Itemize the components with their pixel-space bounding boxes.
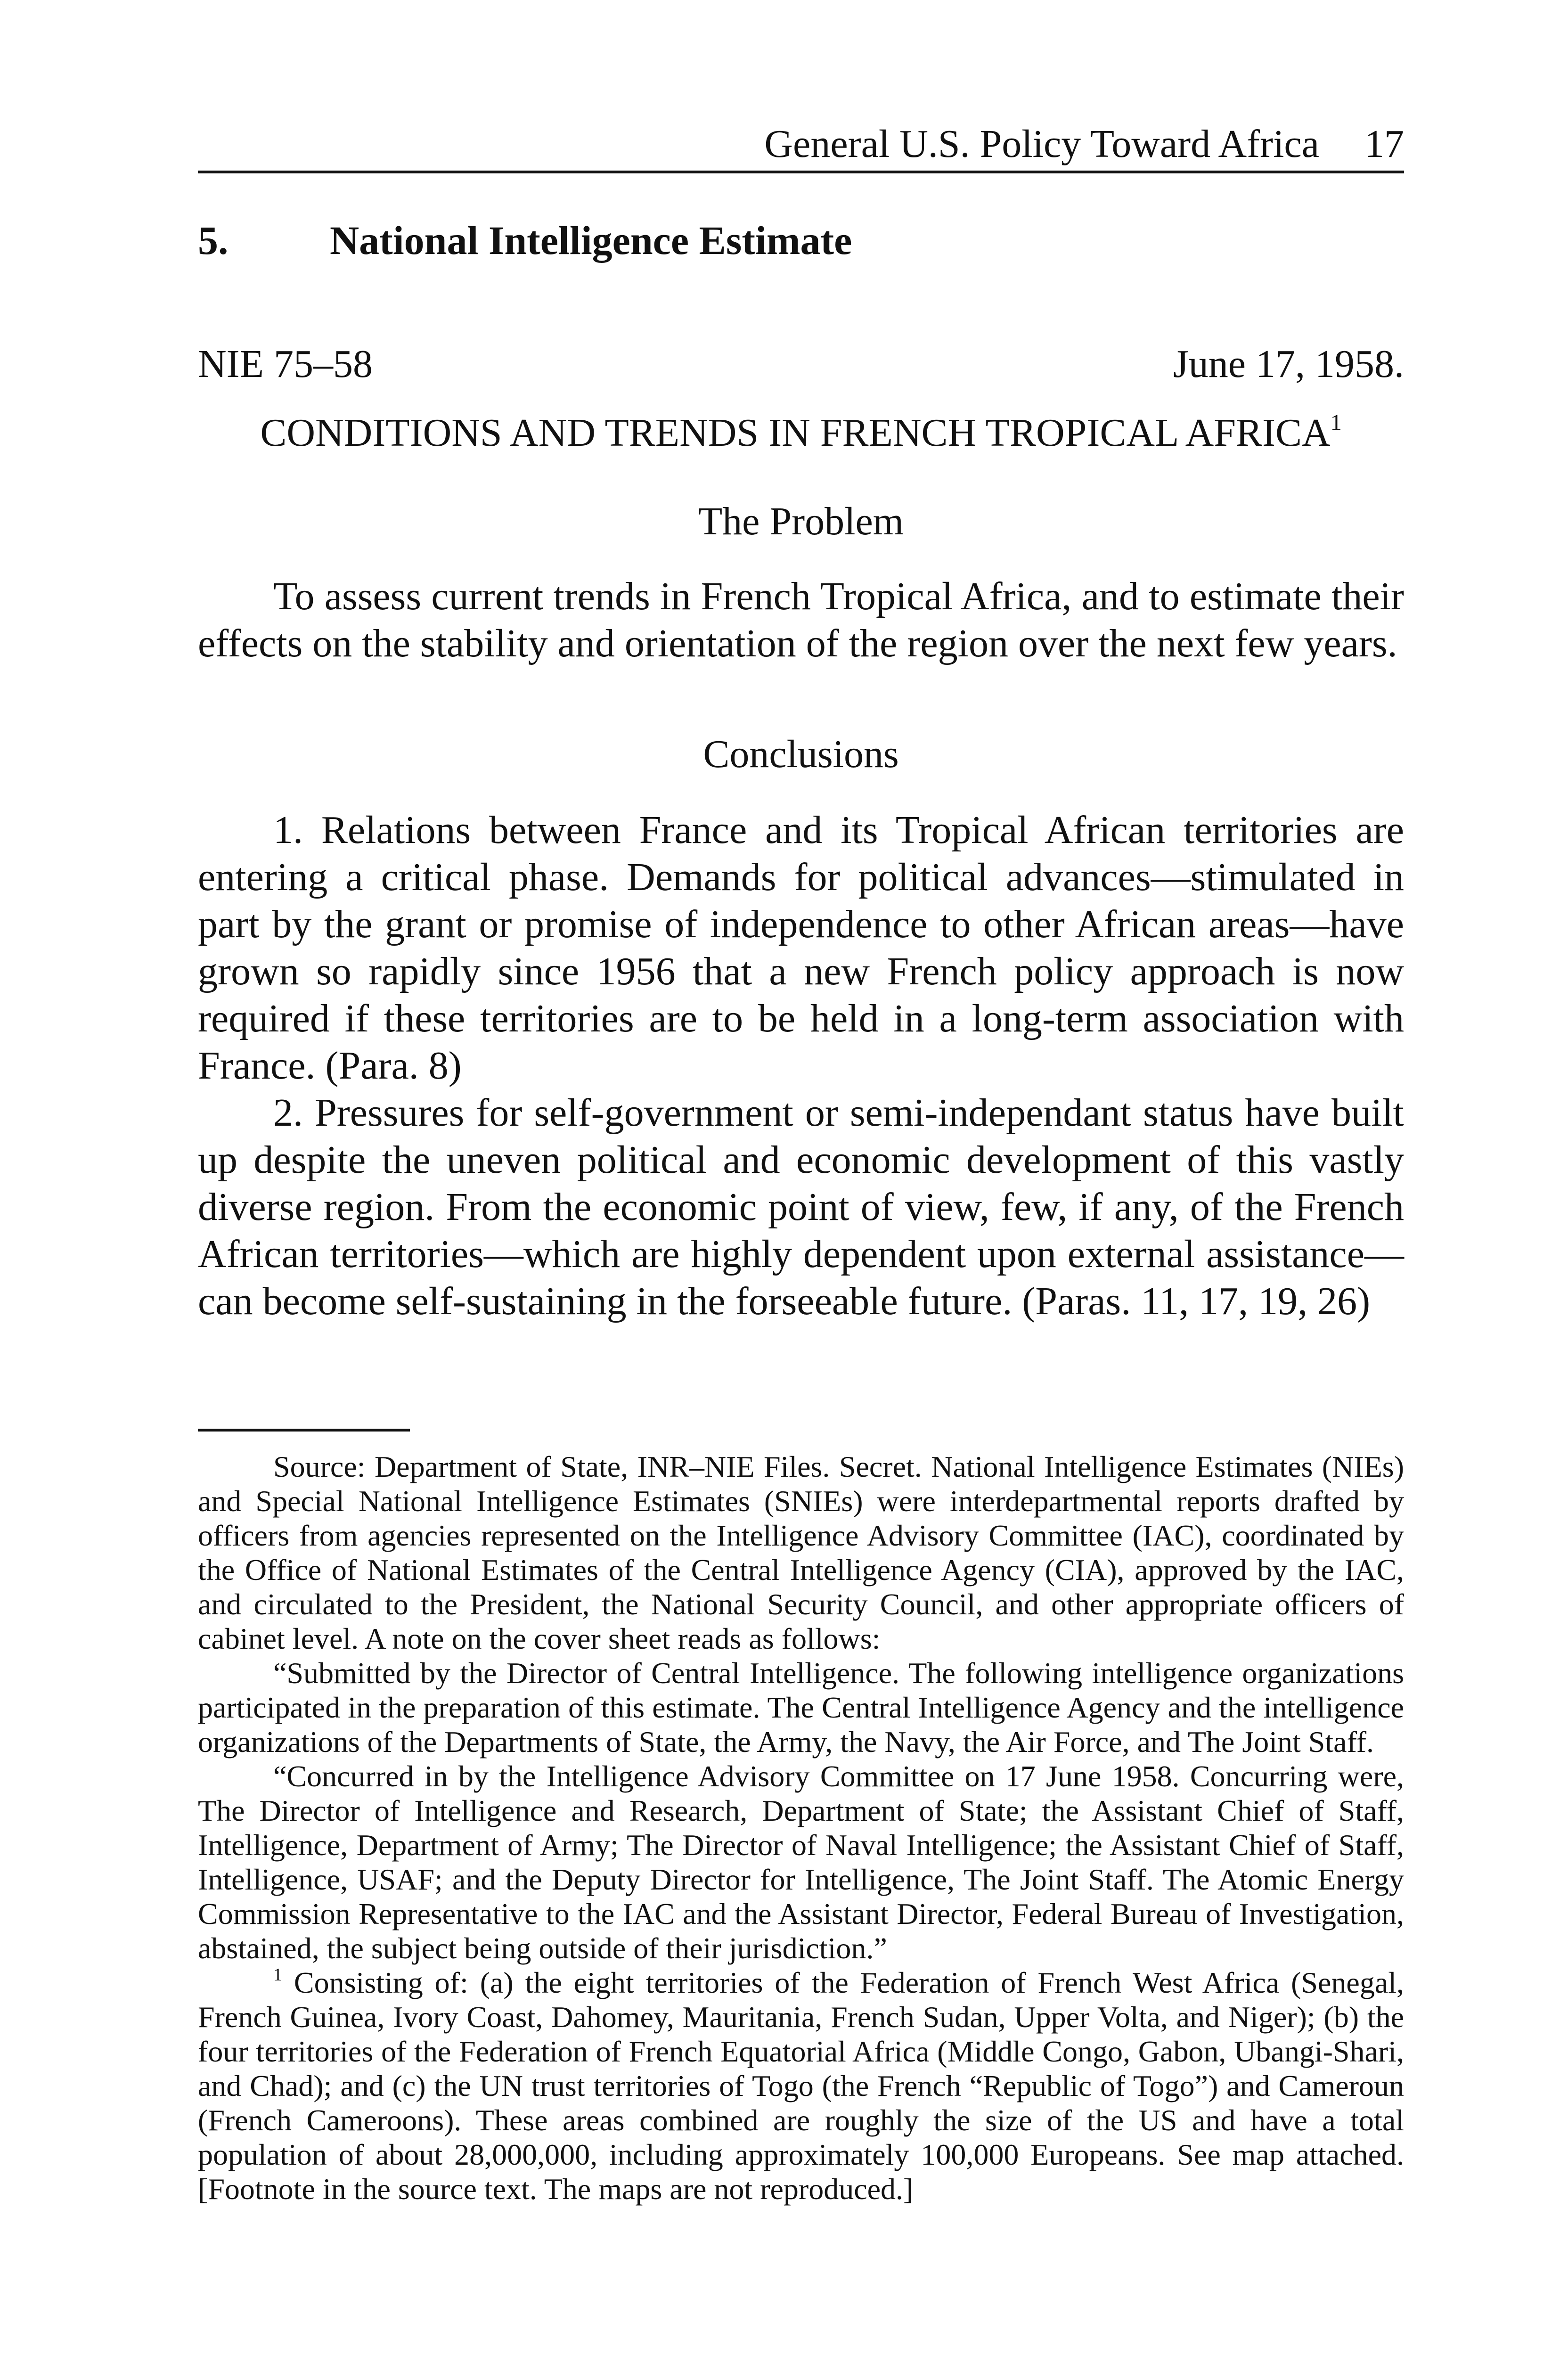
source-note-paragraph: Source: Department of State, INR–NIE Files. Secret. National Intelligence Estimates (NIEs) and Special National Intelligence Estimates (SNIEs) were interdepartmental reports drafted by officers from agencies represented on the Intelligence Advisory Committee (IAC), coordinated by the Office of National Estimates of the Central Intelligence Agency (CIA), approved by the IAC, and circulated to the President, the National Security Council, and other appropriate officers of cabinet level. A note on the cover sheet reads as follows: [198, 1450, 1404, 1655]
source-note-quote-2: “Concurred in by the Intelligence Advisory Committee on 17 June 1958. Concurring were, The Director of Intelligence and Research, Department of State; the Assistant Chief of Staff, Intelligence, Department of Army; The Director of Naval Intelligence; the Assistant Chief of Staff, Intelligence, USAF; and the Deputy Director for Intelligence, The Joint Staff. The Atomic Energy Commission Representative to the IAC and the Assistant Director, Federal Bureau of Investigation, abstained, the subject being outside of their jurisdiction.” [198, 1759, 1404, 1965]
footnote-text: Consisting of: (a) the eight territories of the Federation of French West Africa (Senegal, French Guinea, Ivory Coast, Dahomey, Mauritania, French Sudan, Upper Volta, and Niger); (b) the four territories of the Federation of French Equatorial Africa (Middle Congo, Gabon, Ubangi-Shari, and Chad); and (c) the UN trust territories of Togo (the French “Republic of Togo”) and Cameroun (French Cameroons). These areas combined are roughly the size of the US and have a total population of about 28,000,000, including approximately 100,000 Europeans. See map attached. [Footnote in the source text. The maps are not reproduced.] [198, 1966, 1405, 2206]
nie-identifier: NIE 75–58 [198, 342, 373, 386]
conclusion-paragraph-1: 1. Relations between France and its Tropical African territories are entering a critical phase. Demands for political advances—stimulated in part by the grant or promise of independence to other African areas—have grown so rapidly since 1956 that a new French policy approach is now required if these territories are to be held in a long-term association with France. (Para. 8) [198, 808, 1404, 1088]
document-title [198, 410, 1404, 456]
document-heading-text: National Intelligence Estimate [330, 218, 852, 263]
footnote-divider [198, 1429, 410, 1432]
problem-paragraph: To assess current trends in French Tropical Africa, and to estimate their effects on the stability and orientation of the region over the next few years. [198, 574, 1404, 665]
page-number: 17 [1364, 122, 1404, 166]
problem-section [198, 573, 1404, 667]
conclusions-section [198, 807, 1404, 1325]
running-head [198, 122, 1404, 173]
title-footnote-ref: 1 [1330, 410, 1342, 435]
document-date: June 17, 1958. [1173, 342, 1404, 386]
document-number: 5. [198, 218, 229, 263]
conclusions-heading: Conclusions [703, 732, 899, 776]
running-head-title: General U.S. Policy Toward Africa [764, 122, 1319, 166]
footnote-1 [198, 1965, 1404, 2206]
footnote-marker: 1 [273, 1965, 282, 1985]
notes-section [198, 1449, 1404, 2206]
document-heading [198, 217, 852, 264]
document-title-text: CONDITIONS AND TRENDS IN FRENCH TROPICAL AFRICA [260, 411, 1331, 455]
conclusion-paragraph-2: 2. Pressures for self-government or semi-independant status have built up despite the uneven political and economic development of this vastly diverse region. From the economic point of view, few, if any, of the French African territories—which are highly dependent upon external assistance—can become self-sustaining in the forseeable future. (Paras. 11, 17, 19, 26) [198, 1091, 1404, 1323]
problem-heading: The Problem [698, 499, 904, 543]
source-note-quote-1: “Submitted by the Director of Central Intelligence. The following intelligence organizations participated in the preparation of this estimate. The Central Intelligence Agency and the intelligence organizations of the Departments of State, the Army, the Navy, the Air Force, and The Joint Staff. [198, 1656, 1404, 1759]
